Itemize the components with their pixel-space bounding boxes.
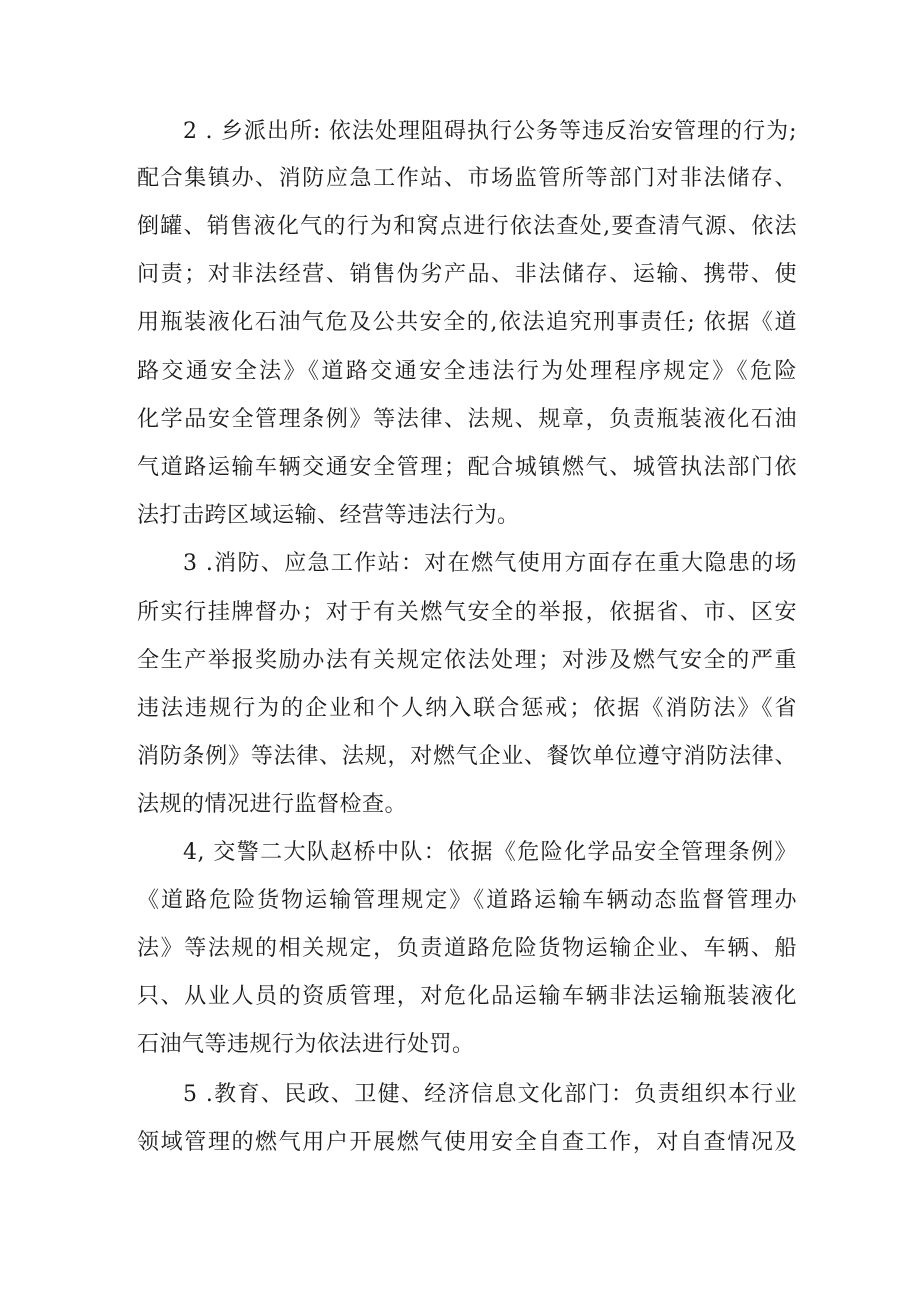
paragraph-3-line-1: 3 .消防、应急工作站：对在燃气使用方面存在重大隐患的场 — [183, 551, 797, 576]
paragraph-2-line-7: 化学品安全管理条例》等法律、法规、规章，负责瓶装液化石油 — [137, 407, 797, 432]
paragraph-4-line-5: 石油气等违规行为依法进行处罚。 — [137, 1032, 475, 1057]
paragraph-2-line-1: 2 . 乡派出所: 依法处理阻碍执行公务等违反治安管理的行为; — [183, 119, 797, 144]
paragraph-3-line-6: 法规的情况进行监督检查。 — [137, 792, 408, 817]
paragraph-5-line-2: 领域管理的燃气用户开展燃气使用安全自查工作，对自查情况及 — [137, 1130, 797, 1155]
paragraph-3-line-5: 消防条例》等法律、法规，对燃气企业、餐饮单位遵守消防法律、 — [137, 744, 797, 769]
paragraph-2-line-9: 法打击跨区域运输、经营等违法行为。 — [137, 503, 520, 528]
paragraph-2-line-4: 问责；对非法经营、销售伪劣产品、非法储存、运输、携带、使 — [137, 262, 797, 287]
paragraph-4-line-2: 《道路危险货物运输管理规定》《道路运输车辆动态监督管理办 — [137, 888, 797, 913]
paragraph-4-line-4: 只、从业人员的资质管理，对危化品运输车辆非法运输瓶装液化 — [137, 984, 797, 1009]
paragraph-3-line-3: 全生产举报奖励办法有关规定依法处理；对涉及燃气安全的严重 — [137, 648, 797, 673]
paragraph-2-line-2: 配合集镇办、消防应急工作站、市场监管所等部门对非法储存、 — [137, 166, 797, 191]
paragraph-3-line-2: 所实行挂牌督办；对于有关燃气安全的举报，依据省、市、区安 — [137, 600, 797, 625]
paragraph-2-line-3: 倒罐、销售液化气的行为和窝点进行依法查处,要查清气源、依法 — [137, 214, 797, 239]
paragraph-2-line-5: 用瓶装液化石油气危及公共安全的,依法追究刑事责任; 依据《道 — [137, 310, 797, 335]
paragraph-4-line-1: 4, 交警二大队赵桥中队：依据《危险化学品安全管理条例》 — [183, 840, 797, 865]
paragraph-2-line-6: 路交通安全法》《道路交通安全违法行为处理程序规定》《危险 — [137, 359, 797, 384]
paragraph-5-line-1: 5 .教育、民政、卫健、经济信息文化部门：负责组织本行业 — [183, 1082, 797, 1107]
paragraph-2-line-8: 气道路运输车辆交通安全管理；配合城镇燃气、城管执法部门依 — [137, 455, 797, 480]
paragraph-3-line-4: 违法违规行为的企业和个人纳入联合惩戒；依据《消防法》《省 — [137, 696, 797, 721]
paragraph-4-line-3: 法》等法规的相关规定，负责道路危险货物运输企业、车辆、船 — [137, 936, 797, 961]
